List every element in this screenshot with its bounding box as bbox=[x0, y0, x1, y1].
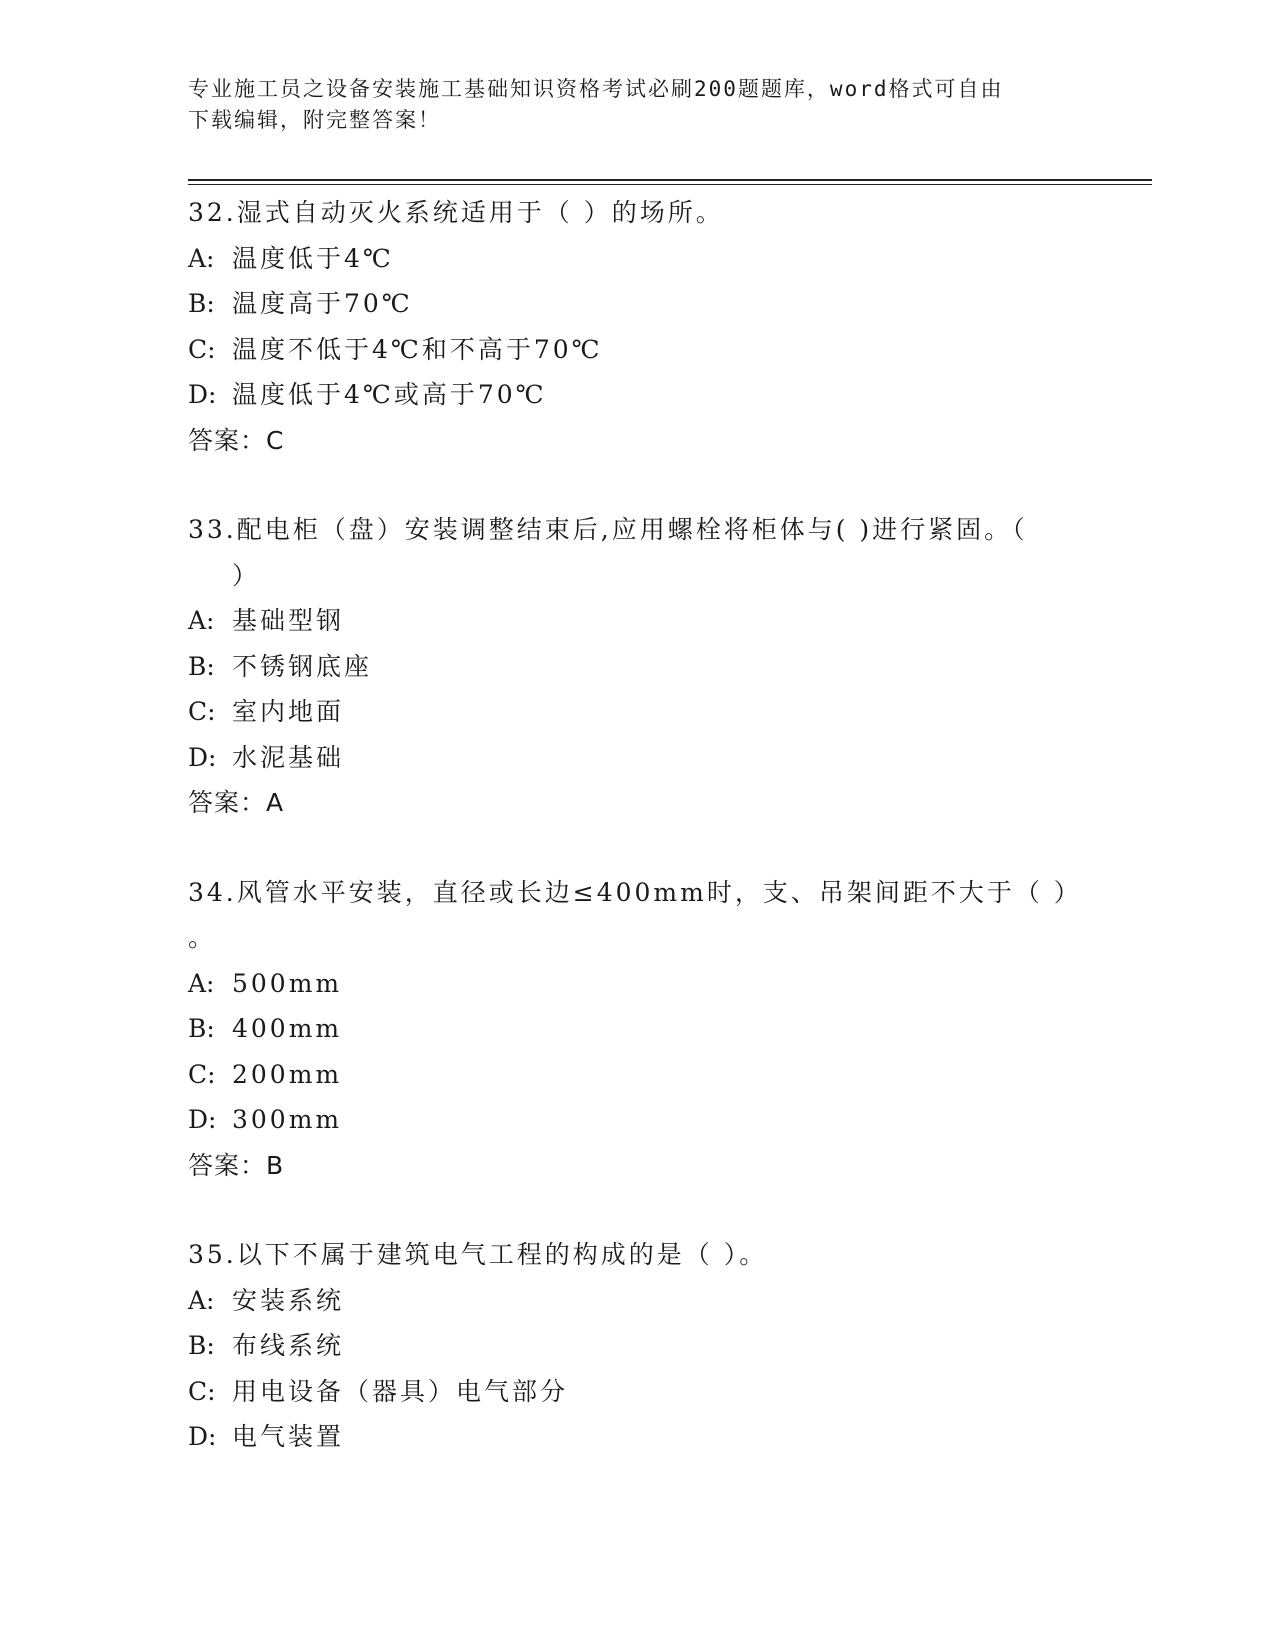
option-text: 基础型钢 bbox=[232, 606, 345, 635]
option-key: C: bbox=[188, 697, 216, 726]
header-line-1: 专业施工员之设备安装施工基础知识资格考试必刷200题题库，word格式可自由 bbox=[188, 77, 1004, 101]
option-b bbox=[188, 644, 1088, 690]
question-text-continued: ） bbox=[232, 560, 261, 590]
option-d bbox=[188, 1097, 1088, 1143]
option-text: 400mm bbox=[232, 1014, 343, 1043]
option-key: A: bbox=[188, 968, 215, 998]
option-text: 布线系统 bbox=[232, 1331, 345, 1360]
option-key: B: bbox=[188, 289, 215, 318]
option-text: 不锈钢底座 bbox=[232, 651, 373, 681]
answer-line: 答案：A bbox=[188, 788, 285, 817]
question-text: 34.风管水平安装，直径或长边≤400mm时，支、吊架间距不大于（ ） bbox=[188, 877, 1082, 907]
option-text: 温度不低于4℃和不高于70℃ bbox=[232, 334, 603, 364]
option-text: 室内地面 bbox=[232, 697, 345, 726]
option-c bbox=[188, 689, 1088, 735]
option-key: D: bbox=[188, 742, 217, 772]
header-rule-thick bbox=[188, 179, 1152, 181]
option-key: D: bbox=[188, 1422, 217, 1451]
header-line-2: 下载编辑，附完整答案！ bbox=[188, 108, 441, 132]
option-a bbox=[188, 961, 1088, 1007]
option-d bbox=[188, 1414, 1088, 1460]
option-d bbox=[188, 735, 1088, 781]
option-a bbox=[188, 1278, 1088, 1324]
question-text-continued: 。 bbox=[188, 923, 217, 952]
option-text: 300mm bbox=[232, 1105, 343, 1134]
answer-line: 答案：B bbox=[188, 1150, 285, 1180]
option-key: B: bbox=[188, 1331, 215, 1360]
option-key: C: bbox=[188, 1059, 216, 1089]
question-35 bbox=[188, 1232, 1088, 1460]
option-key: D: bbox=[188, 1105, 217, 1134]
option-text: 温度低于4℃或高于70℃ bbox=[232, 380, 547, 409]
option-key: B: bbox=[188, 651, 215, 681]
option-text: 200mm bbox=[232, 1059, 343, 1089]
answer-line: 答案：C bbox=[188, 425, 285, 455]
option-c bbox=[188, 327, 1088, 373]
option-d bbox=[188, 372, 1088, 418]
question-text: 32.湿式自动灭火系统适用于（ ）的场所。 bbox=[188, 198, 724, 227]
option-key: C: bbox=[188, 1376, 216, 1406]
option-a bbox=[188, 236, 1088, 282]
option-text: 500mm bbox=[232, 968, 343, 998]
option-text: 温度低于4℃ bbox=[232, 243, 394, 273]
option-text: 温度高于70℃ bbox=[232, 289, 413, 318]
question-list bbox=[188, 190, 1088, 1504]
option-key: D: bbox=[188, 380, 217, 409]
option-a bbox=[188, 598, 1088, 644]
option-key: A: bbox=[188, 606, 215, 635]
option-b bbox=[188, 281, 1088, 327]
question-text: 33.配电柜（盘）安装调整结束后,应用螺栓将柜体与( )进行紧固。（ bbox=[188, 515, 1028, 544]
option-key: C: bbox=[188, 334, 216, 364]
option-key: B: bbox=[188, 1014, 215, 1043]
question-text: 35.以下不属于建筑电气工程的构成的是（ ）。 bbox=[188, 1240, 768, 1269]
option-text: 水泥基础 bbox=[232, 742, 345, 772]
option-c bbox=[188, 1369, 1088, 1415]
document-header bbox=[188, 74, 1068, 136]
question-34 bbox=[188, 870, 1088, 1189]
option-text: 安装系统 bbox=[232, 1285, 345, 1315]
header-rule-thin bbox=[188, 184, 1152, 185]
option-key: A: bbox=[188, 1285, 215, 1315]
question-33 bbox=[188, 507, 1088, 826]
option-b bbox=[188, 1323, 1088, 1369]
option-text: 电气装置 bbox=[232, 1422, 345, 1451]
option-c bbox=[188, 1052, 1088, 1098]
option-b bbox=[188, 1006, 1088, 1052]
option-text: 用电设备（器具）电气部分 bbox=[232, 1376, 569, 1406]
option-key: A: bbox=[188, 243, 215, 273]
question-32 bbox=[188, 190, 1088, 463]
